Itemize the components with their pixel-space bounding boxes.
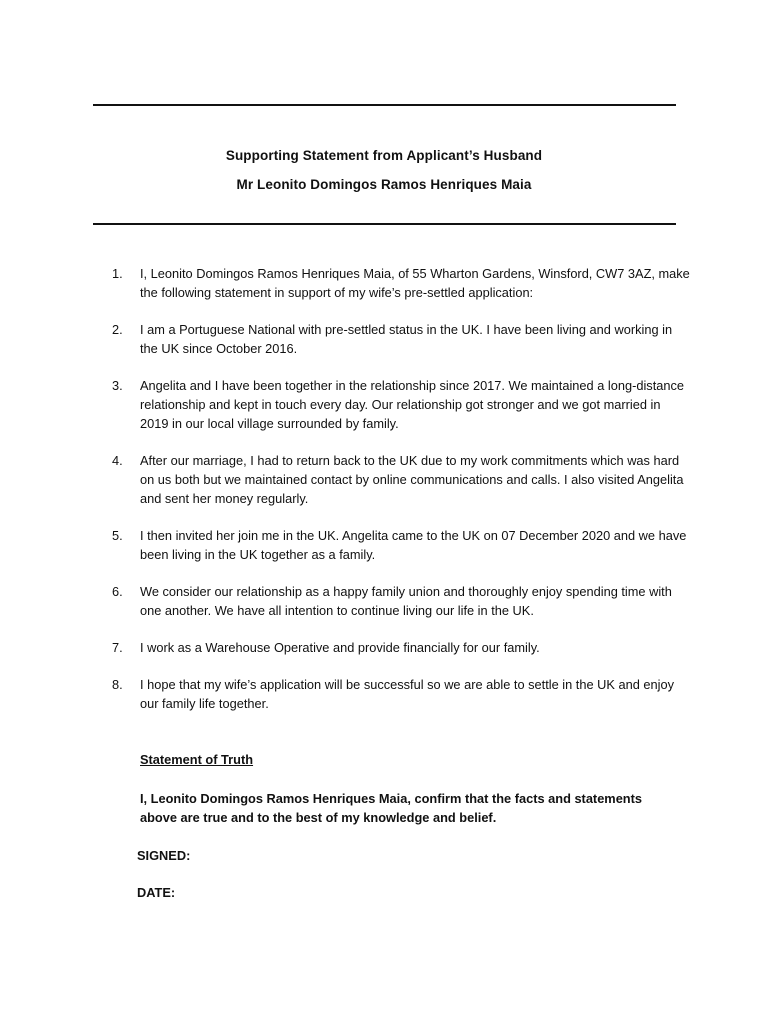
item-text: I work as a Warehouse Operative and provide financially for our family.: [140, 640, 540, 655]
list-item: [112, 451, 692, 508]
item-number: 2.: [112, 322, 123, 337]
item-text: After our marriage, I had to return back to the UK due to my work commitments which was hard on us both but we maintained contact by online communications and calls. I also visited Angelita and sent her money regularly.: [140, 453, 684, 506]
list-item: [112, 675, 692, 713]
list-item: [112, 320, 692, 358]
list-item: [112, 264, 692, 302]
list-item: [112, 526, 692, 564]
statement-of-truth-text: I, Leonito Domingos Ramos Henriques Maia, confirm that the facts and statements above are true and to the best of my knowledge and belief.: [140, 791, 643, 825]
item-text: I hope that my wife’s application will be successful so we are able to settle in the UK and enjoy our family life together.: [140, 677, 674, 711]
document-subtitle: Mr Leonito Domingos Ramos Henriques Maia: [236, 177, 532, 192]
statement-list: [112, 264, 692, 731]
item-text: I am a Portuguese National with pre-settled status in the UK. I have been living and working in the UK since October 2016.: [140, 322, 673, 356]
bottom-divider: [93, 223, 676, 225]
date-label: DATE:: [137, 885, 176, 900]
item-number: 3.: [112, 378, 123, 393]
item-number: 7.: [112, 640, 123, 655]
item-number: 1.: [112, 266, 123, 281]
document-title: Supporting Statement from Applicant’s Husband: [225, 148, 543, 163]
item-number: 4.: [112, 453, 123, 468]
item-number: 8.: [112, 677, 123, 692]
list-item: [112, 638, 692, 657]
item-text: I then invited her join me in the UK. Angelita came to the UK on 07 December 2020 and we have been living in the UK together as a family.: [140, 528, 687, 562]
item-number: 5.: [112, 528, 123, 543]
top-divider: [93, 104, 676, 106]
list-item: [112, 376, 692, 433]
item-text: Angelita and I have been together in the relationship since 2017. We maintained a long-distance relationship and kept in touch every day. Our relationship got stronger and we got married in 2019 in our local village surrounded by family.: [140, 378, 684, 431]
signed-label: SIGNED:: [137, 848, 191, 863]
statement-of-truth-heading: Statement of Truth: [140, 752, 254, 767]
item-text: We consider our relationship as a happy family union and thoroughly enjoy spending time with one another. We have all intention to continue living our life in the UK.: [140, 584, 672, 618]
item-number: 6.: [112, 584, 123, 599]
item-text: I, Leonito Domingos Ramos Henriques Maia, of 55 Wharton Gardens, Winsford, CW7 3AZ, make the following statement in support of my wife’s pre-settled application:: [140, 266, 690, 300]
list-item: [112, 582, 692, 620]
